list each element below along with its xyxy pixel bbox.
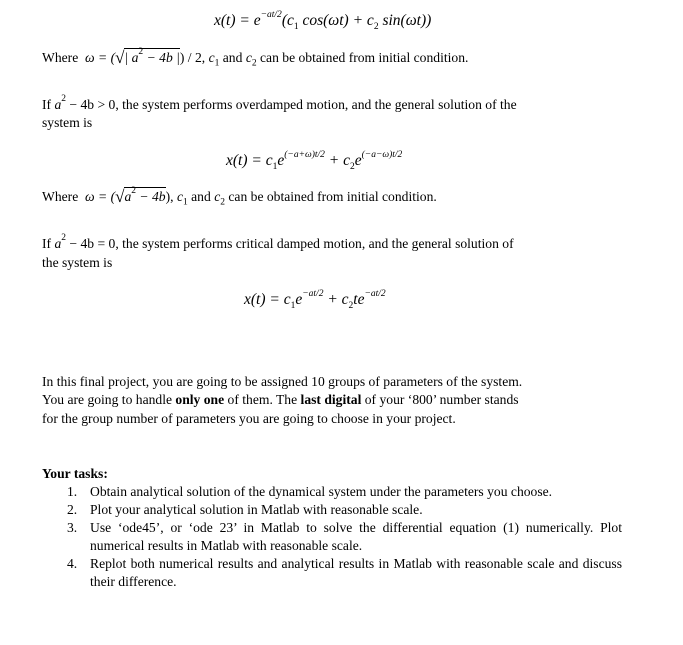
eq-part: cos(ωt) + c: [298, 12, 374, 29]
sqrt-icon: √: [115, 48, 125, 67]
where-label: Where: [42, 50, 79, 65]
task-text: Use ‘ode45’, or ‘ode 23’ in Matlab to solve the differential equation (1) numerically. Plot numerical results in Matlab with reasonable scale.: [90, 520, 622, 553]
eq-subscript: 1: [272, 162, 278, 173]
project-line-1: [42, 373, 522, 391]
overdamped-text-2: system is: [42, 115, 93, 130]
overdamped-line-1: [42, 96, 517, 114]
project-text-3: for the group number of parameters you are going to choose in your project.: [42, 411, 456, 426]
eq-plus: + c: [324, 152, 350, 169]
sqrt-icon: √: [115, 187, 125, 206]
eq-subscript: 2: [373, 22, 379, 33]
omega-after: ),: [165, 189, 174, 204]
where-suffix: can be obtained from initial condition.: [256, 50, 469, 65]
eq-e: e: [354, 152, 362, 169]
cond-rest: − 4b > 0: [66, 97, 116, 112]
eq-lhs: x(t) = e: [214, 12, 261, 29]
and-text: and: [187, 189, 215, 204]
project-bold-2: last digital: [300, 392, 362, 407]
task-item: [42, 519, 622, 555]
cond-exp: 2: [61, 233, 66, 244]
task-number: 2.: [67, 502, 78, 517]
cond-exp: 2: [61, 94, 66, 105]
omega-after: ) / 2: [179, 50, 202, 65]
radicand-base: a: [124, 189, 132, 204]
if-label: If: [42, 236, 55, 251]
task-number: 4.: [67, 556, 78, 571]
eq-exponent: −at/2: [260, 9, 282, 20]
project-line-3: [42, 410, 456, 428]
eq-part: sin(ωt)): [378, 12, 432, 29]
eq-te: te: [353, 291, 365, 308]
eq-subscript: 1: [290, 301, 296, 312]
c1: c: [176, 189, 183, 204]
where-line-2: [42, 187, 437, 206]
task-text: Plot your analytical solution in Matlab with reasonable scale.: [90, 502, 423, 517]
task-number: 1.: [67, 484, 78, 499]
cond-a: a: [54, 236, 62, 251]
c1: c: [208, 50, 215, 65]
radicand-exp: 2: [131, 186, 137, 197]
eq-lhs: x(t) = c: [226, 152, 273, 169]
critical-text: , the system performs critical damped motion, and the general solution of: [115, 236, 514, 251]
project-text-2c: of your ‘800’ number stands: [361, 392, 519, 407]
task-text: Obtain analytical solution of the dynamical system under the parameters you choose.: [90, 484, 553, 499]
c2: c: [214, 189, 221, 204]
equation-overdamped: [226, 149, 403, 173]
radicand-rest: − 4b: [136, 189, 166, 204]
eq-subscript: 2: [349, 162, 355, 173]
cond-a: a: [54, 97, 62, 112]
eq-exponent: −at/2: [364, 288, 386, 299]
overdamped-line-2: [42, 114, 92, 132]
project-text-2a: You are going to handle: [42, 392, 176, 407]
equation-underdamped: [214, 9, 432, 33]
c2-sub: 2: [251, 58, 257, 69]
critical-text-2: the system is: [42, 255, 113, 270]
task-item: [42, 555, 622, 591]
c2: c: [245, 50, 252, 65]
c1-sub: 1: [183, 197, 188, 208]
radicand-base: | a: [124, 50, 139, 65]
critical-line-2: [42, 254, 112, 272]
c1-sub: 1: [214, 58, 220, 69]
eq-e: e: [277, 152, 285, 169]
and-text: and: [219, 50, 246, 65]
eq-plus: + c: [323, 291, 349, 308]
task-number: 3.: [67, 520, 78, 535]
eq-part: (c: [281, 12, 294, 29]
radicand: [124, 48, 179, 65]
cond-rest: − 4b = 0: [66, 236, 116, 251]
radicand: [124, 187, 165, 204]
project-line-2: [42, 391, 519, 409]
where-suffix: can be obtained from initial condition.: [224, 189, 437, 204]
eq-exponent: −at/2: [302, 288, 324, 299]
tasks-list: [42, 483, 622, 591]
if-label: If: [42, 97, 55, 112]
project-text-2b: of them. The: [224, 392, 301, 407]
project-text-1: In this final project, you are going to be assigned 10 groups of parameters of the system.: [42, 374, 523, 389]
radicand-exp: 2: [138, 47, 144, 58]
where-line-1: Where ω = (√| $a^2 - 4b$ |) / 2, $c_1$ and $c_2$ can be obtained from initial condition.: [42, 47, 469, 69]
eq-subscript: 1: [293, 22, 299, 33]
task-item: [42, 483, 622, 501]
task-text: Replot both numerical results and analytical results in Matlab with reasonable scale and discuss their difference.: [90, 556, 622, 589]
critical-line-1: [42, 235, 514, 253]
omega-eq: ω = (: [85, 189, 116, 204]
radicand-rest: − 4b |: [143, 50, 180, 65]
task-item: [42, 501, 622, 519]
project-bold-1: only one: [175, 392, 225, 407]
omega-eq: ω = (: [85, 50, 116, 65]
equation-critical: [244, 288, 386, 312]
overdamped-text: , the system performs overdamped motion, and the general solution of the: [115, 97, 517, 112]
tasks-heading: Your tasks:: [42, 466, 108, 481]
where-label: Where: [42, 189, 79, 204]
c2-sub: 2: [220, 197, 225, 208]
eq-exponent: (−a−ω)t/2: [361, 149, 403, 160]
eq-e: e: [295, 291, 303, 308]
eq-exponent: (−a+ω)t/2: [284, 149, 325, 160]
eq-subscript: 2: [348, 301, 354, 312]
eq-lhs: x(t) = c: [244, 291, 291, 308]
